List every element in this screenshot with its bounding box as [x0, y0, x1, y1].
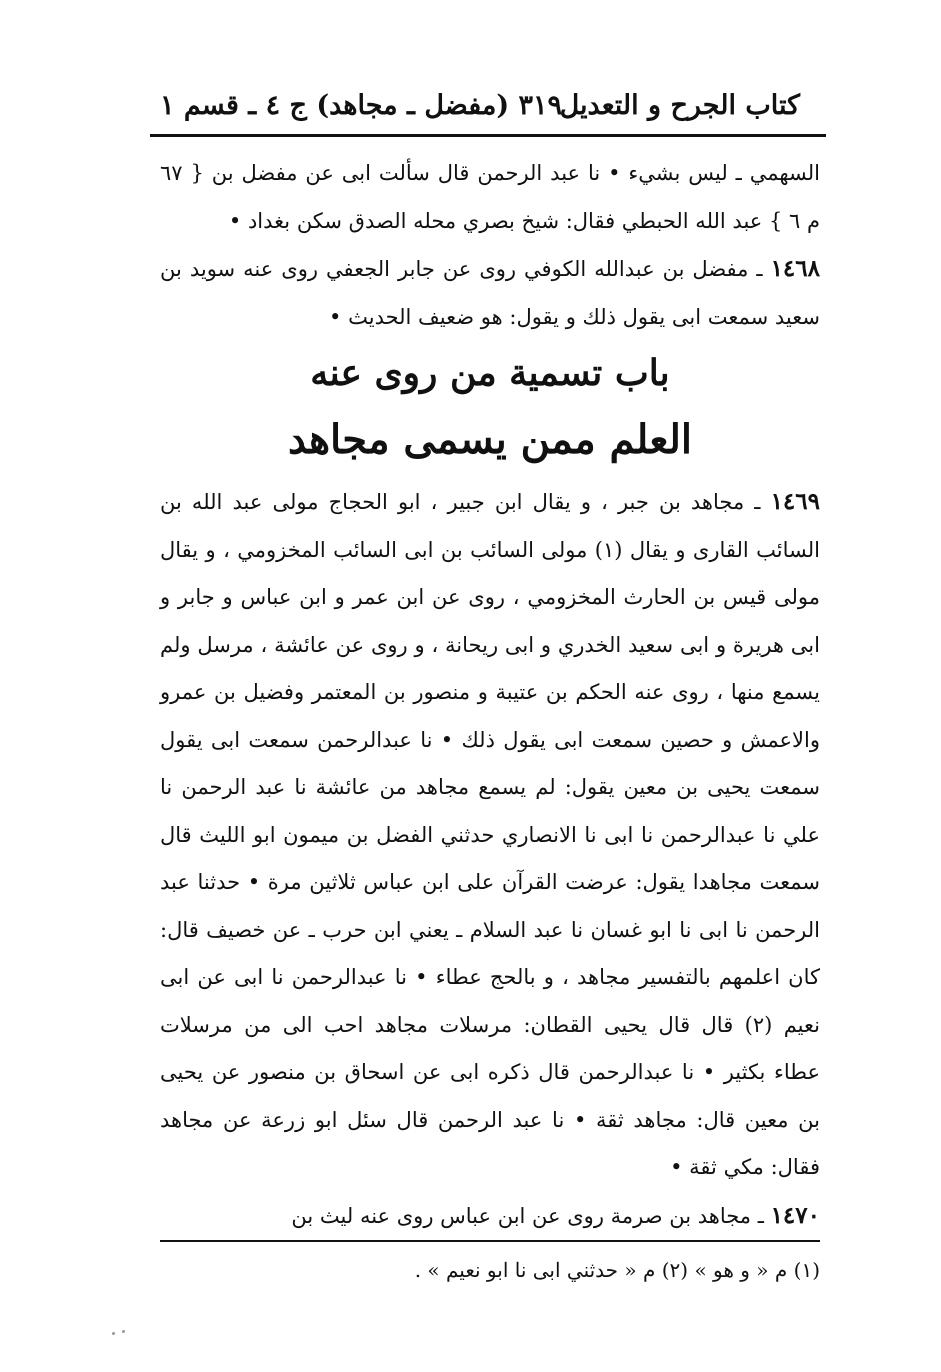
entry-1468 — [160, 245, 820, 341]
entry-1470 — [160, 1192, 820, 1241]
running-header — [160, 84, 800, 132]
footnote-rule — [160, 1240, 820, 1242]
entry-number: ١٤٧٠ — [770, 1201, 820, 1229]
text-block-2 — [160, 478, 820, 1240]
header-rule — [150, 134, 826, 137]
scan-speck-mark — [112, 1330, 130, 1338]
entry-number: ١٤٦٩ — [770, 488, 820, 515]
entry-1469 — [160, 478, 820, 1192]
text-block-1 — [160, 150, 820, 341]
entry-text: ـ مجاهد بن جبر ، و يقال ابن جبير ، ابو الحجاج مولى عبد الله بن السائب القارى و يقال (١) مولى السائب بن ابى السائب المخزومي ، و يقال مولى قيس بن الحارث المخزومي ، روى عن ابن عمر و ابن عباس و جابر و ابى هريرة و ابى سعيد الخدري و ابى ريحانة ، و روى عن عائشة ، مرسل ولم يسمع منها ، روى عنه الحكم بن عتيبة و منصور بن المعتمر وفضيل بن عمرو والاعمش و حصين سمعت ابى يقول ذلك • نا عبدالرحمن سمعت ابى يقول سمعت يحيى بن معين يقول: لم يسمع مجاهد من عائشة نا عبد الرحمن نا علي نا عبدالرحمن نا ابى نا الانصاري حدثني الفضل بن ميمون ابو الليث قال سمعت مجاهدا يقول: عرضت القرآن على ابن عباس ثلاثين مرة • حدثنا عبد الرحمن نا ابى نا ابو غسان نا عبد السلام ـ يعني ابن حرب ـ عن خصيف قال: كان اعلمهم بالتفسير مجاهد ، و بالحج عطاء • نا عبدالرحمن نا ابى عن ابى نعيم (٢) قال قال يحيى القطان: مرسلات مجاهد احب الى من مرسلات عطاء بكثير • نا عبدالرحمن قال ذكره ابى عن اسحاق بن منصور عن يحيى بن معين قال: مجاهد ثقة • نا عبد الرحمن قال سئل ابو زرعة عن مجاهد فقال: مكي ثقة • — [160, 490, 820, 1179]
entry-number: ١٤٦٨ — [770, 255, 820, 282]
section-heading-line-2: العلم ممن يسمى مجاهد — [287, 416, 693, 463]
page-volume-info: ٣١٩ (مفضل ـ مجاهد) ج ٤ ـ قسم ١ — [160, 90, 563, 121]
book-title: كتاب الجرح و التعديل — [559, 90, 800, 121]
continuation-paragraph: السهمي ـ ليس بشيء • نا عبد الرحمن قال سألت ابى عن مفضل بن { ٦٧ م ٦ } عبد الله الحبطي فقال: شيخ بصري محله الصدق سكن بغداد • — [160, 161, 820, 233]
entry-text: ـ مفضل بن عبدالله الكوفي روى عن جابر الجعفي روى عنه سويد بن سعيد سمعت ابى يقول ذلك و يقول: هو ضعيف الحديث • — [160, 257, 820, 329]
footnotes: (١) م « و هو » (٢) م « حدثني ابى نا ابو نعيم » . — [414, 1258, 820, 1282]
entry-text: ـ مجاهد بن صرمة روى عن ابن عباس روى عنه ليث بن — [291, 1203, 764, 1228]
section-heading-line-1: باب تسمية من روى عنه — [310, 352, 670, 394]
